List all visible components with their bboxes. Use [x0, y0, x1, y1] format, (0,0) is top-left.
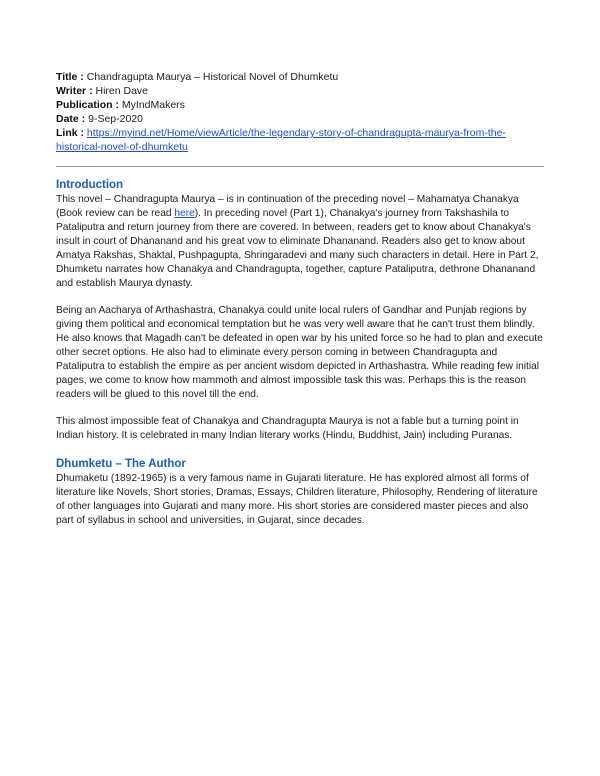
introduction-paragraph-2: Being an Aacharya of Arthashastra, Chanakya could unite local rulers of Gandhar and Punjab regions by giving them political and economical temptation but he was very well aware that he can't trust them blindly. He also knows that Magadh can't be defeated in open war by his united force so he had to plan and execute other secret options. He also had to eliminate every person coming in between Chandragupta and Pataliputra to establish the empire as per ancient wisdom depicted in Arthashastra. While reading few initial pages, we come to know how mammoth and almost impossible task this was. Perhaps this is the reason readers will be glued to this novel till the end. — [56, 305, 543, 400]
divider-line — [56, 166, 544, 167]
document-page — [56, 70, 544, 528]
meta-date-value: 9-Sep-2020 — [85, 113, 143, 125]
introduction-heading: Introduction — [56, 179, 124, 191]
article-metadata — [56, 70, 544, 154]
meta-title-value: Chandragupta Maurya – Historical Novel of Dhumketu — [83, 71, 339, 83]
meta-link-label: Link : — [56, 127, 84, 139]
meta-writer-row — [56, 84, 544, 98]
intro-p1-text-b: ). In preceding novel (Part 1), Chanakya's journey from Takshashila to Pataliputra and return journey from there are covered. In between, readers get to know about Chanakya's insult in court of Dhananand and his great vow to eliminate Dhananand. Readers also get to know about Amatya Rakshas, Shaktal, Pushpagupta, Shringaradevi and many such characters in detail. Here in Part 2, Dhumketu narrates how Chanakya and Chandragupta, together, capture Pataliputra, dethrone Dhananand and establish Maurya dynasty. — [56, 208, 539, 289]
meta-publication-value: MyIndMakers — [119, 99, 185, 111]
meta-link-row — [56, 126, 544, 154]
introduction-paragraph-3: This almost impossible feat of Chanakya and Chandragupta Maurya is not a fable but a turning point in Indian history. It is celebrated in many Indian literary works (Hindu, Buddhist, Jain) including Puranas. — [56, 416, 519, 441]
meta-writer-label: Writer : — [56, 85, 93, 97]
introduction-paragraph-1 — [56, 193, 544, 291]
intro-p1-text-a: This novel – Chandragupta Maurya – is in continuation of the preceding novel – Mahamatya Chanakya (Book review can be read — [56, 194, 519, 219]
author-section — [56, 457, 544, 528]
meta-publication-label: Publication : — [56, 99, 119, 111]
meta-date-row — [56, 112, 544, 126]
book-review-link[interactable]: here — [174, 208, 195, 219]
article-link[interactable]: https://myind.net/Home/viewArticle/the-legendary-story-of-chandragupta-maurya-from-the-historical-novel-of-dhumketu — [56, 127, 506, 153]
author-heading: Dhumketu – The Author — [56, 458, 186, 470]
meta-title-row — [56, 70, 544, 84]
introduction-section — [56, 178, 544, 443]
meta-title-label: Title : — [56, 71, 84, 83]
meta-writer-value: Hiren Dave — [92, 85, 149, 97]
meta-date-label: Date : — [56, 113, 86, 125]
meta-publication-row — [56, 98, 544, 112]
author-paragraph-1: Dhumaketu (1892-1965) is a very famous name in Gujarati literature. He has explored almost all forms of literature like Novels, Short stories, Dramas, Essays, Children literature, Philosophy, Rendering of literature of other languages into Gujarati and many more. His short stories are considered master pieces and also part of syllabus in school and universities, in Gujarat, since decades. — [56, 473, 538, 526]
